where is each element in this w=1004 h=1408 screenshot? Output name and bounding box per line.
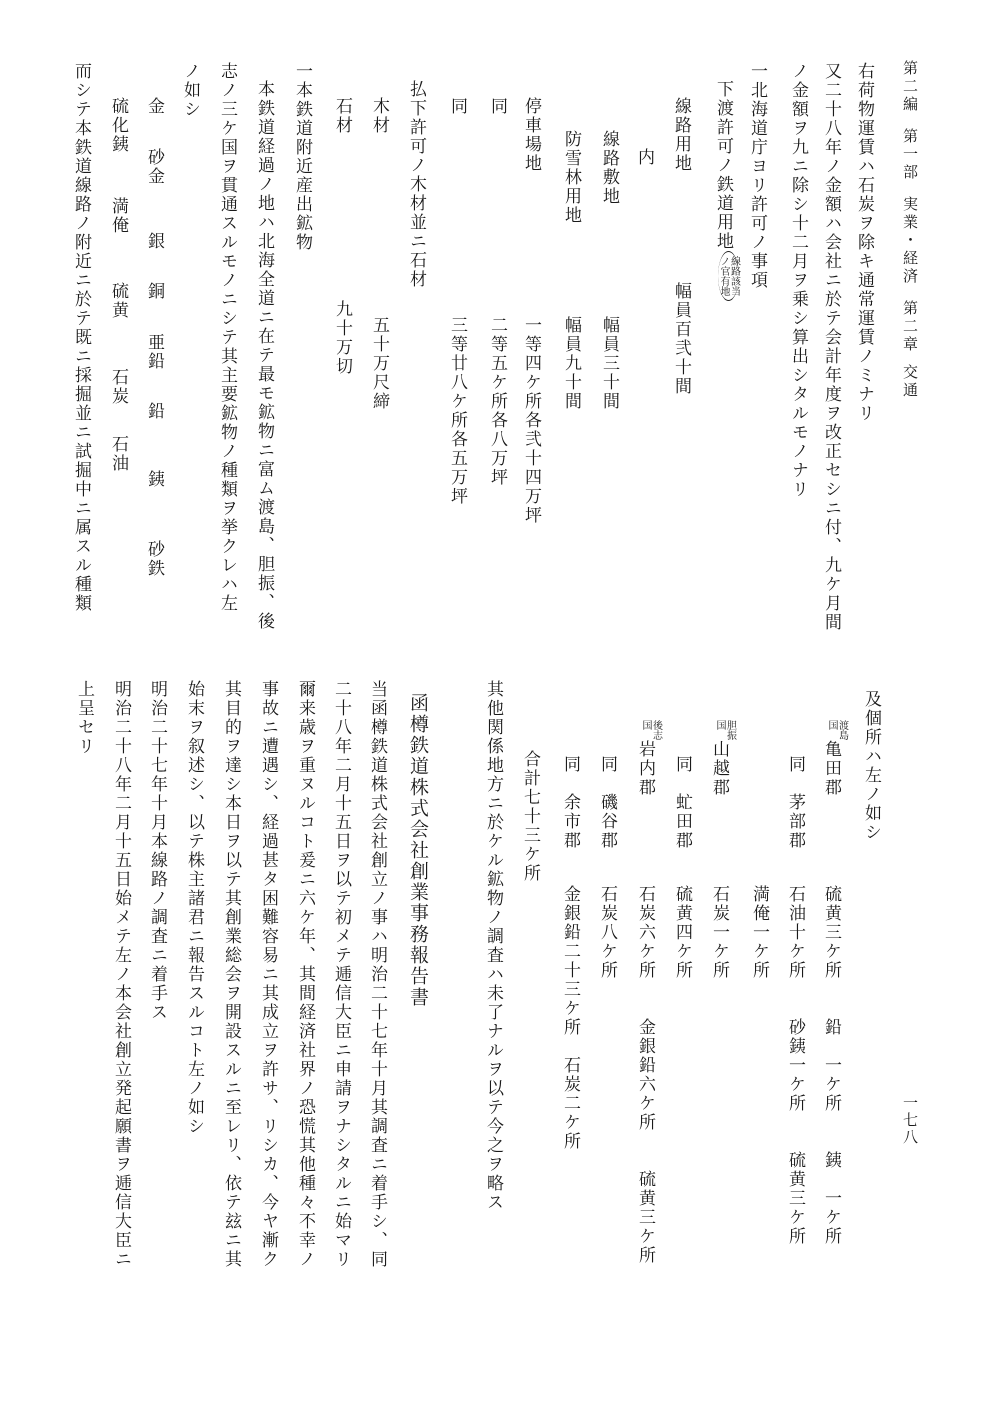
- province-prefix: [640, 720, 661, 740]
- province-name: 後志: [650, 720, 662, 740]
- header-volume: 第二編: [901, 60, 919, 114]
- table-value: 幅員三十間: [599, 316, 619, 411]
- text-segment: 下渡許可ノ鉄道用地: [713, 80, 733, 251]
- text-line: 二十八年二月十五日ヲ以テ初メテ逓信大臣ニ申請ヲナシタルニ始マリ: [331, 680, 351, 1269]
- district-name: 岩内郡: [635, 740, 655, 797]
- mineral-item: 硫黄: [108, 282, 128, 320]
- text-line: 志ノ三ケ国ヲ貫通スルモノニシテ其主要鉱物ノ種類ヲ挙クレハ左: [217, 62, 237, 613]
- text-line: 其他関係地方ニ於ケル鉱物ノ調査ハ未了ナルヲ以テ今之ヲ略ス: [483, 680, 503, 1212]
- text-line: 又二十八年ノ金額ハ会社ニ於テ会計年度ヲ改正セシニ付、九ケ月間: [821, 62, 841, 632]
- text-line: 右荷物運賃ハ石炭ヲ除キ通常運賃ノミナリ: [854, 62, 874, 423]
- district-items: 硫黄三ケ所 鉛 一ケ所 銕 一ケ所: [821, 885, 841, 1246]
- district-items: 満俺一ケ所: [749, 885, 769, 980]
- text-line: 始末ヲ叙述シ、以テ株主諸君ニ報告スルコト左ノ如シ: [184, 680, 204, 1136]
- district-items: 石炭六ケ所 金銀鉛六ケ所 硫黄三ケ所: [635, 885, 655, 1265]
- table-value: 幅員百弐十間: [671, 282, 691, 396]
- running-header: [900, 60, 921, 400]
- province-name: 渡島: [836, 720, 848, 740]
- district-items: 石炭一ケ所: [709, 885, 729, 980]
- table-value: 五十万尺締: [369, 316, 389, 411]
- header-chapter-title: 交通: [901, 364, 919, 400]
- table-label: 防雪林用地: [561, 130, 581, 225]
- text-line: 而シテ本鉄道線路ノ附近ニ於テ既ニ採掘並ニ試掘中ニ属スル種類: [71, 62, 91, 613]
- annotation-line: 線路該当: [728, 256, 740, 296]
- section-heading: 一北海道庁ヨリ許可ノ事項: [747, 62, 767, 290]
- table-value: 一等四ケ所各弐十四万坪: [521, 316, 541, 525]
- annotation: [718, 251, 739, 301]
- text-line: 及個所ハ左ノ如シ: [861, 690, 881, 842]
- mineral-item: 砂金: [144, 148, 164, 186]
- district-name: 同 虻田郡: [672, 755, 692, 850]
- district-items: 金銀鉛二十三ケ所 石炭二ケ所: [560, 885, 580, 1151]
- total-line: 合計七十三ケ所: [520, 750, 540, 883]
- mineral-item: 銅: [144, 282, 164, 301]
- mineral-item: 硫化銕: [108, 97, 128, 154]
- annotation-line: ノ官有地: [718, 256, 729, 296]
- province-suffix: 国: [640, 720, 651, 730]
- table-label: 木材: [369, 97, 389, 135]
- mineral-item: 満俺: [108, 197, 128, 235]
- text-line: 明治二十八年二月十五日始メテ左ノ本会社創立発起願書ヲ逓信大臣ニ: [111, 680, 131, 1269]
- province-suffix: 国: [826, 720, 837, 730]
- text-line: 事故ニ遭遇シ、経過甚タ困難容易ニ其成立ヲ許サ、リシカ、今ヤ漸ク: [258, 680, 278, 1269]
- table-label: 線路用地: [671, 97, 691, 173]
- text-line: 払下許可ノ木材並ニ石材: [406, 80, 426, 289]
- district-name: 同 余市郡: [560, 755, 580, 850]
- text-line: 当函樽鉄道株式会社創立ノ事ハ明治二十七年十月其調査ニ着手シ、同: [367, 680, 387, 1269]
- table-value: 三等廿八ケ所各五万坪: [447, 316, 467, 506]
- text-line: 上呈セリ: [74, 680, 94, 756]
- section-heading: 一本鉄道附近産出鉱物: [292, 62, 312, 252]
- district-name: 山越郡: [709, 740, 729, 797]
- table-label: 停車場地: [521, 97, 541, 173]
- district-name: 同 茅部郡: [785, 755, 805, 850]
- text-line: 内: [634, 148, 654, 167]
- table-label: 同: [487, 97, 507, 116]
- text-line: 明治二十七年十月本線路ノ調査ニ着手ス: [147, 680, 167, 1022]
- district-row: [636, 720, 662, 797]
- table-value: 二等五ケ所各八万坪: [487, 316, 507, 487]
- header-chapter: 第二章: [901, 300, 919, 354]
- header-section: 実業・経済: [901, 196, 919, 286]
- text-line: 本鉄道経過ノ地ハ北海全道ニ在テ最モ鉱物ニ富ム渡島、胆振、後: [254, 80, 274, 631]
- report-title: 函樽鉄道株式会社創業事務報告書: [407, 693, 429, 1008]
- mineral-item: 鉛: [144, 402, 164, 421]
- page-number: 一七八: [901, 1095, 919, 1146]
- text-line: 爾来歳ヲ重ヌルコト爰ニ六ケ年、其間経済社界ノ恐慌其他種々不幸ノ: [295, 680, 315, 1269]
- header-part: 第一部: [901, 128, 919, 182]
- text-line: 其目的ヲ達シ本日ヲ以テ其創業総会ヲ開設スルニ至レリ、依テ玆ニ其: [221, 680, 241, 1269]
- table-label: 同: [447, 97, 467, 116]
- text-line: [714, 80, 741, 301]
- province-name: 胆振: [724, 720, 736, 740]
- mineral-item: 砂鉄: [144, 540, 164, 578]
- mineral-item: 石炭: [108, 368, 128, 406]
- province-prefix: [826, 720, 847, 740]
- district-row: [710, 720, 736, 797]
- district-items: 硫黄四ケ所: [672, 885, 692, 980]
- district-row: [822, 720, 848, 797]
- district-items: 石炭八ケ所: [597, 885, 617, 980]
- mineral-item: 銀: [144, 232, 164, 251]
- table-value: 幅員九十間: [561, 316, 581, 411]
- table-label: 石材: [332, 97, 352, 135]
- district-items: 石油十ケ所 砂銕一ケ所 硫黄三ケ所: [785, 885, 805, 1246]
- text-line: ノ如シ: [180, 62, 200, 119]
- district-name: 同 磯谷郡: [597, 755, 617, 850]
- mineral-item: 亜鉛: [144, 333, 164, 371]
- province-suffix: 国: [714, 720, 725, 730]
- province-prefix: [714, 720, 735, 740]
- table-label: 線路敷地: [599, 130, 619, 206]
- mineral-item: 金: [144, 97, 164, 116]
- district-name: 亀田郡: [821, 740, 841, 797]
- table-value: 九十万切: [332, 300, 352, 376]
- text-line: ノ金額ヲ九ニ除シ十二月ヲ乗シ算出シタルモノナリ: [788, 62, 808, 499]
- mineral-item: 石油: [108, 435, 128, 473]
- mineral-item: 銕: [144, 470, 164, 489]
